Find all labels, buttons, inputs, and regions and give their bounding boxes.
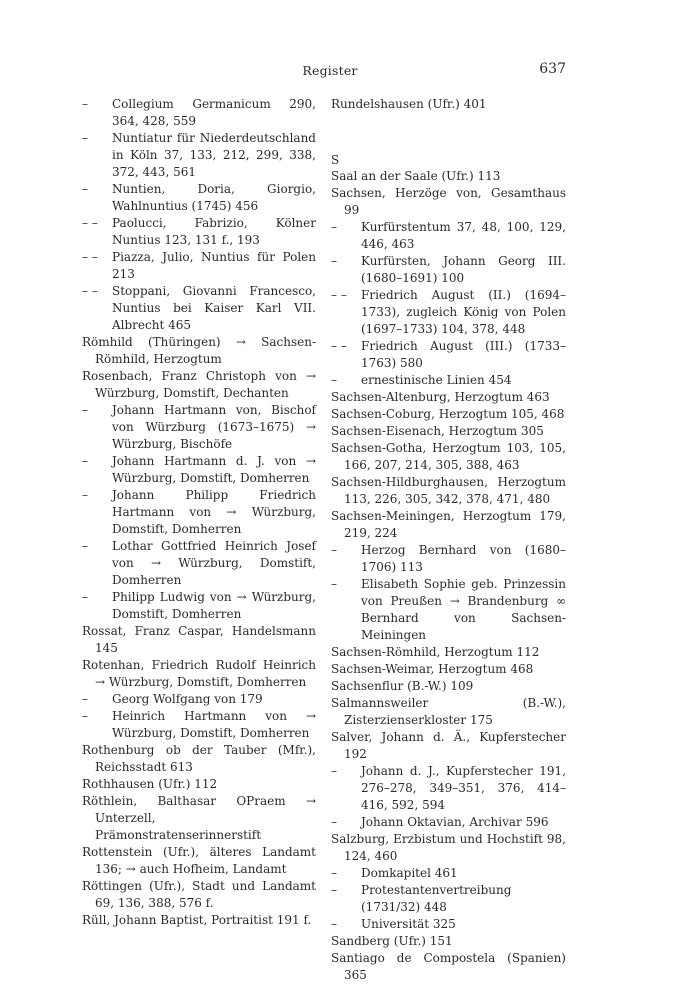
entry-text: Herzog Bernhard von (1680–1706) 113: [361, 543, 566, 574]
entry-dash: – –: [82, 250, 98, 264]
entry-text: Domkapitel 461: [361, 866, 458, 880]
entry-dash: –: [82, 403, 88, 417]
index-entry: [82, 657, 316, 691]
index-subentry: [331, 338, 566, 372]
index-subentry: [331, 865, 566, 882]
entry-dash: –: [82, 131, 88, 145]
entry-dash: – –: [331, 339, 347, 353]
entry-text: Philipp Ludwig von → Würzburg, Domstift, Domherren: [112, 590, 316, 621]
entry-text: Johann Oktavian, Archivar 596: [361, 815, 549, 829]
entry-text: Sachsen-Römhild, Herzogtum 112: [331, 645, 540, 659]
index-subentry: [331, 882, 566, 916]
entry-dash: –: [331, 254, 337, 268]
index-subentry: [82, 283, 316, 334]
entry-dash: – –: [331, 288, 347, 302]
entry-text: Römhild (Thüringen) → Sachsen-Römhild, Herzogtum: [82, 335, 316, 366]
entry-dash: –: [331, 577, 337, 591]
index-subentry: [331, 287, 566, 338]
entry-text: Sachsenflur (B.-W.) 109: [331, 679, 474, 693]
entry-dash: –: [82, 692, 88, 706]
entry-text: Rossat, Franz Caspar, Handelsmann 145: [82, 624, 316, 655]
entry-text: Rothenburg ob der Tauber (Mfr.), Reichsstadt 613: [82, 743, 316, 774]
entry-dash: –: [82, 97, 88, 111]
entry-text: Heinrich Hartmann von → Würzburg, Domstift, Domherren: [112, 709, 316, 740]
index-subentry: [331, 253, 566, 287]
index-entry: [82, 844, 316, 878]
index-entry: [331, 644, 566, 661]
index-subentry: [82, 708, 316, 742]
index-entry: [331, 831, 566, 865]
index-entry: [82, 742, 316, 776]
page-number: 637: [539, 61, 566, 77]
entry-text: Lothar Gottfried Heinrich Josef von → Würzburg, Domstift, Domherren: [112, 539, 316, 587]
index-entry: [331, 661, 566, 678]
entry-text: Sachsen-Hildburghausen, Herzogtum 113, 226, 305, 342, 378, 471, 480: [331, 475, 566, 506]
index-entry: [331, 695, 566, 729]
entry-text: Nuntiatur für Niederdeutschland in Köln 37, 133, 212, 299, 338, 372, 443, 561: [112, 131, 316, 179]
index-entry: [82, 623, 316, 657]
section-gap: [331, 113, 566, 131]
index-entry: [331, 508, 566, 542]
entry-text: Sachsen-Weimar, Herzogtum 468: [331, 662, 534, 676]
entry-text: Stoppani, Giovanni Francesco, Nuntius bei Kaiser Karl VII. Albrecht 465: [112, 284, 316, 332]
entry-dash: –: [331, 764, 337, 778]
entry-text: Sachsen-Altenburg, Herzogtum 463: [331, 390, 550, 404]
entry-dash: – –: [82, 284, 98, 298]
index-subentry: [331, 763, 566, 814]
entry-text: Sachsen, Herzöge von, Gesamthaus 99: [331, 186, 566, 217]
entry-text: Rosenbach, Franz Christoph von → Würzburg, Domstift, Dechanten: [82, 369, 316, 400]
index-subentry: [331, 576, 566, 644]
entry-text: Johann Hartmann von, Bischof von Würzburg (1673–1675) → Würzburg, Bischöfe: [112, 403, 316, 451]
entry-text: Sachsen-Meiningen, Herzogtum 179, 219, 224: [331, 509, 566, 540]
index-column-right-continuation: [331, 96, 566, 113]
index-subentry: [331, 372, 566, 389]
index-subentry: [331, 916, 566, 933]
index-entry: [331, 96, 566, 113]
index-subentry: [82, 96, 316, 130]
entry-text: Rüll, Johann Baptist, Portraitist 191 f.: [82, 913, 312, 927]
index-subentry: [331, 814, 566, 831]
entry-dash: –: [82, 539, 88, 553]
index-subentry: [82, 487, 316, 538]
entry-text: Friedrich August (II.) (1694–1733), zugleich König von Polen (1697–1733) 104, 378, 448: [361, 288, 566, 336]
entry-text: Protestantenvertreibung (1731/32) 448: [361, 883, 512, 914]
entry-text: Salzburg, Erzbistum und Hochstift 98, 124, 460: [331, 832, 566, 863]
entry-text: Johann d. J., Kupferstecher 191, 276–278, 349–351, 376, 414–416, 592, 594: [361, 764, 566, 812]
entry-text: Sandberg (Ufr.) 151: [331, 934, 453, 948]
index-entry: [331, 168, 566, 185]
running-header: Register: [302, 63, 358, 78]
index-entry: [331, 185, 566, 219]
entry-dash: –: [82, 454, 88, 468]
entry-text: Röthlein, Balthasar OPraem → Unterzell, Prämonstratenserinnerstift: [82, 794, 316, 842]
entry-text: Kurfürsten, Johann Georg III. (1680–1691) 100: [361, 254, 566, 285]
entry-text: Rotenhan, Friedrich Rudolf Heinrich → Würzburg, Domstift, Domherren: [82, 658, 316, 689]
index-entry: [82, 912, 316, 929]
index-entry: [82, 776, 316, 793]
index-entry: [82, 793, 316, 844]
entry-text: Santiago de Compostela (Spanien) 365: [331, 951, 566, 982]
index-entry: [331, 678, 566, 695]
index-column-right: [331, 96, 566, 984]
index-subentry: [82, 249, 316, 283]
entry-dash: – –: [82, 216, 98, 230]
index-entry: [82, 368, 316, 402]
entry-text: Röttingen (Ufr.), Stadt und Landamt 69, 136, 388, 576 f.: [82, 879, 316, 910]
entry-dash: –: [82, 488, 88, 502]
entry-text: Georg Wolfgang von 179: [112, 692, 263, 706]
index-subentry: [331, 542, 566, 576]
index-subentry: [82, 402, 316, 453]
entry-text: Piazza, Julio, Nuntius für Polen 213: [112, 250, 316, 281]
index-entry: [82, 878, 316, 912]
index-subentry: [82, 691, 316, 708]
entry-text: Rothhausen (Ufr.) 112: [82, 777, 218, 791]
entry-text: Universität 325: [361, 917, 456, 931]
entry-text: Friedrich August (III.) (1733–1763) 580: [361, 339, 566, 370]
index-entry: [331, 729, 566, 763]
index-entry: [331, 389, 566, 406]
entry-dash: –: [331, 373, 337, 387]
entry-dash: –: [331, 220, 337, 234]
index-subentry: [331, 219, 566, 253]
index-subentry: [82, 130, 316, 181]
entry-text: Johann Philipp Friedrich Hartmann von → Würzburg, Domstift, Domherren: [112, 488, 316, 536]
index-entry: [331, 474, 566, 508]
entry-dash: –: [331, 866, 337, 880]
index-entry: [331, 406, 566, 423]
entry-text: Sachsen-Gotha, Herzogtum 103, 105, 166, 207, 214, 305, 388, 463: [331, 441, 566, 472]
index-subentry: [82, 453, 316, 487]
entry-dash: –: [331, 543, 337, 557]
index-subentry: [82, 181, 316, 215]
index-entry: [82, 334, 316, 368]
index-entry: [331, 950, 566, 984]
index-subentry: [82, 589, 316, 623]
entry-dash: –: [82, 590, 88, 604]
entry-text: Saal an der Saale (Ufr.) 113: [331, 169, 501, 183]
entry-dash: –: [331, 815, 337, 829]
entry-text: Sachsen-Coburg, Herzogtum 105, 468: [331, 407, 565, 421]
entry-text: Rundelshausen (Ufr.) 401: [331, 97, 487, 111]
entry-text: Paolucci, Fabrizio, Kölner Nuntius 123, 131 f., 193: [112, 216, 316, 247]
entry-text: ernestinische Linien 454: [361, 373, 512, 387]
entry-text: Nuntien, Doria, Giorgio, Wahlnuntius (1745) 456: [112, 182, 316, 213]
index-column-left: [82, 96, 316, 929]
index-subentry: [82, 215, 316, 249]
entry-text: Kurfürstentum 37, 48, 100, 129, 446, 463: [361, 220, 566, 251]
entry-text: Salmannsweiler (B.-W.), Zisterzienserkloster 175: [331, 696, 566, 727]
entry-dash: –: [82, 709, 88, 723]
index-subentry: [82, 538, 316, 589]
entry-text: Collegium Germanicum 290, 364, 428, 559: [112, 97, 316, 128]
section-letter: S: [331, 153, 340, 167]
entry-text: Johann Hartmann d. J. von → Würzburg, Domstift, Domherren: [112, 454, 316, 485]
index-entry: [331, 933, 566, 950]
index-section-s: [331, 168, 566, 984]
index-entry: [331, 440, 566, 474]
entry-dash: –: [331, 883, 337, 897]
entry-dash: –: [82, 182, 88, 196]
entry-text: Salver, Johann d. Ä., Kupferstecher 192: [331, 730, 566, 761]
entry-text: Rottenstein (Ufr.), älteres Landamt 136; → auch Hofheim, Landamt: [82, 845, 316, 876]
entry-text: Elisabeth Sophie geb. Prinzessin von Preußen → Brandenburg ∞ Bernhard von Sachsen-Meiningen: [361, 577, 566, 642]
entry-dash: –: [331, 917, 337, 931]
entry-text: Sachsen-Eisenach, Herzogtum 305: [331, 424, 544, 438]
index-entry: [331, 423, 566, 440]
